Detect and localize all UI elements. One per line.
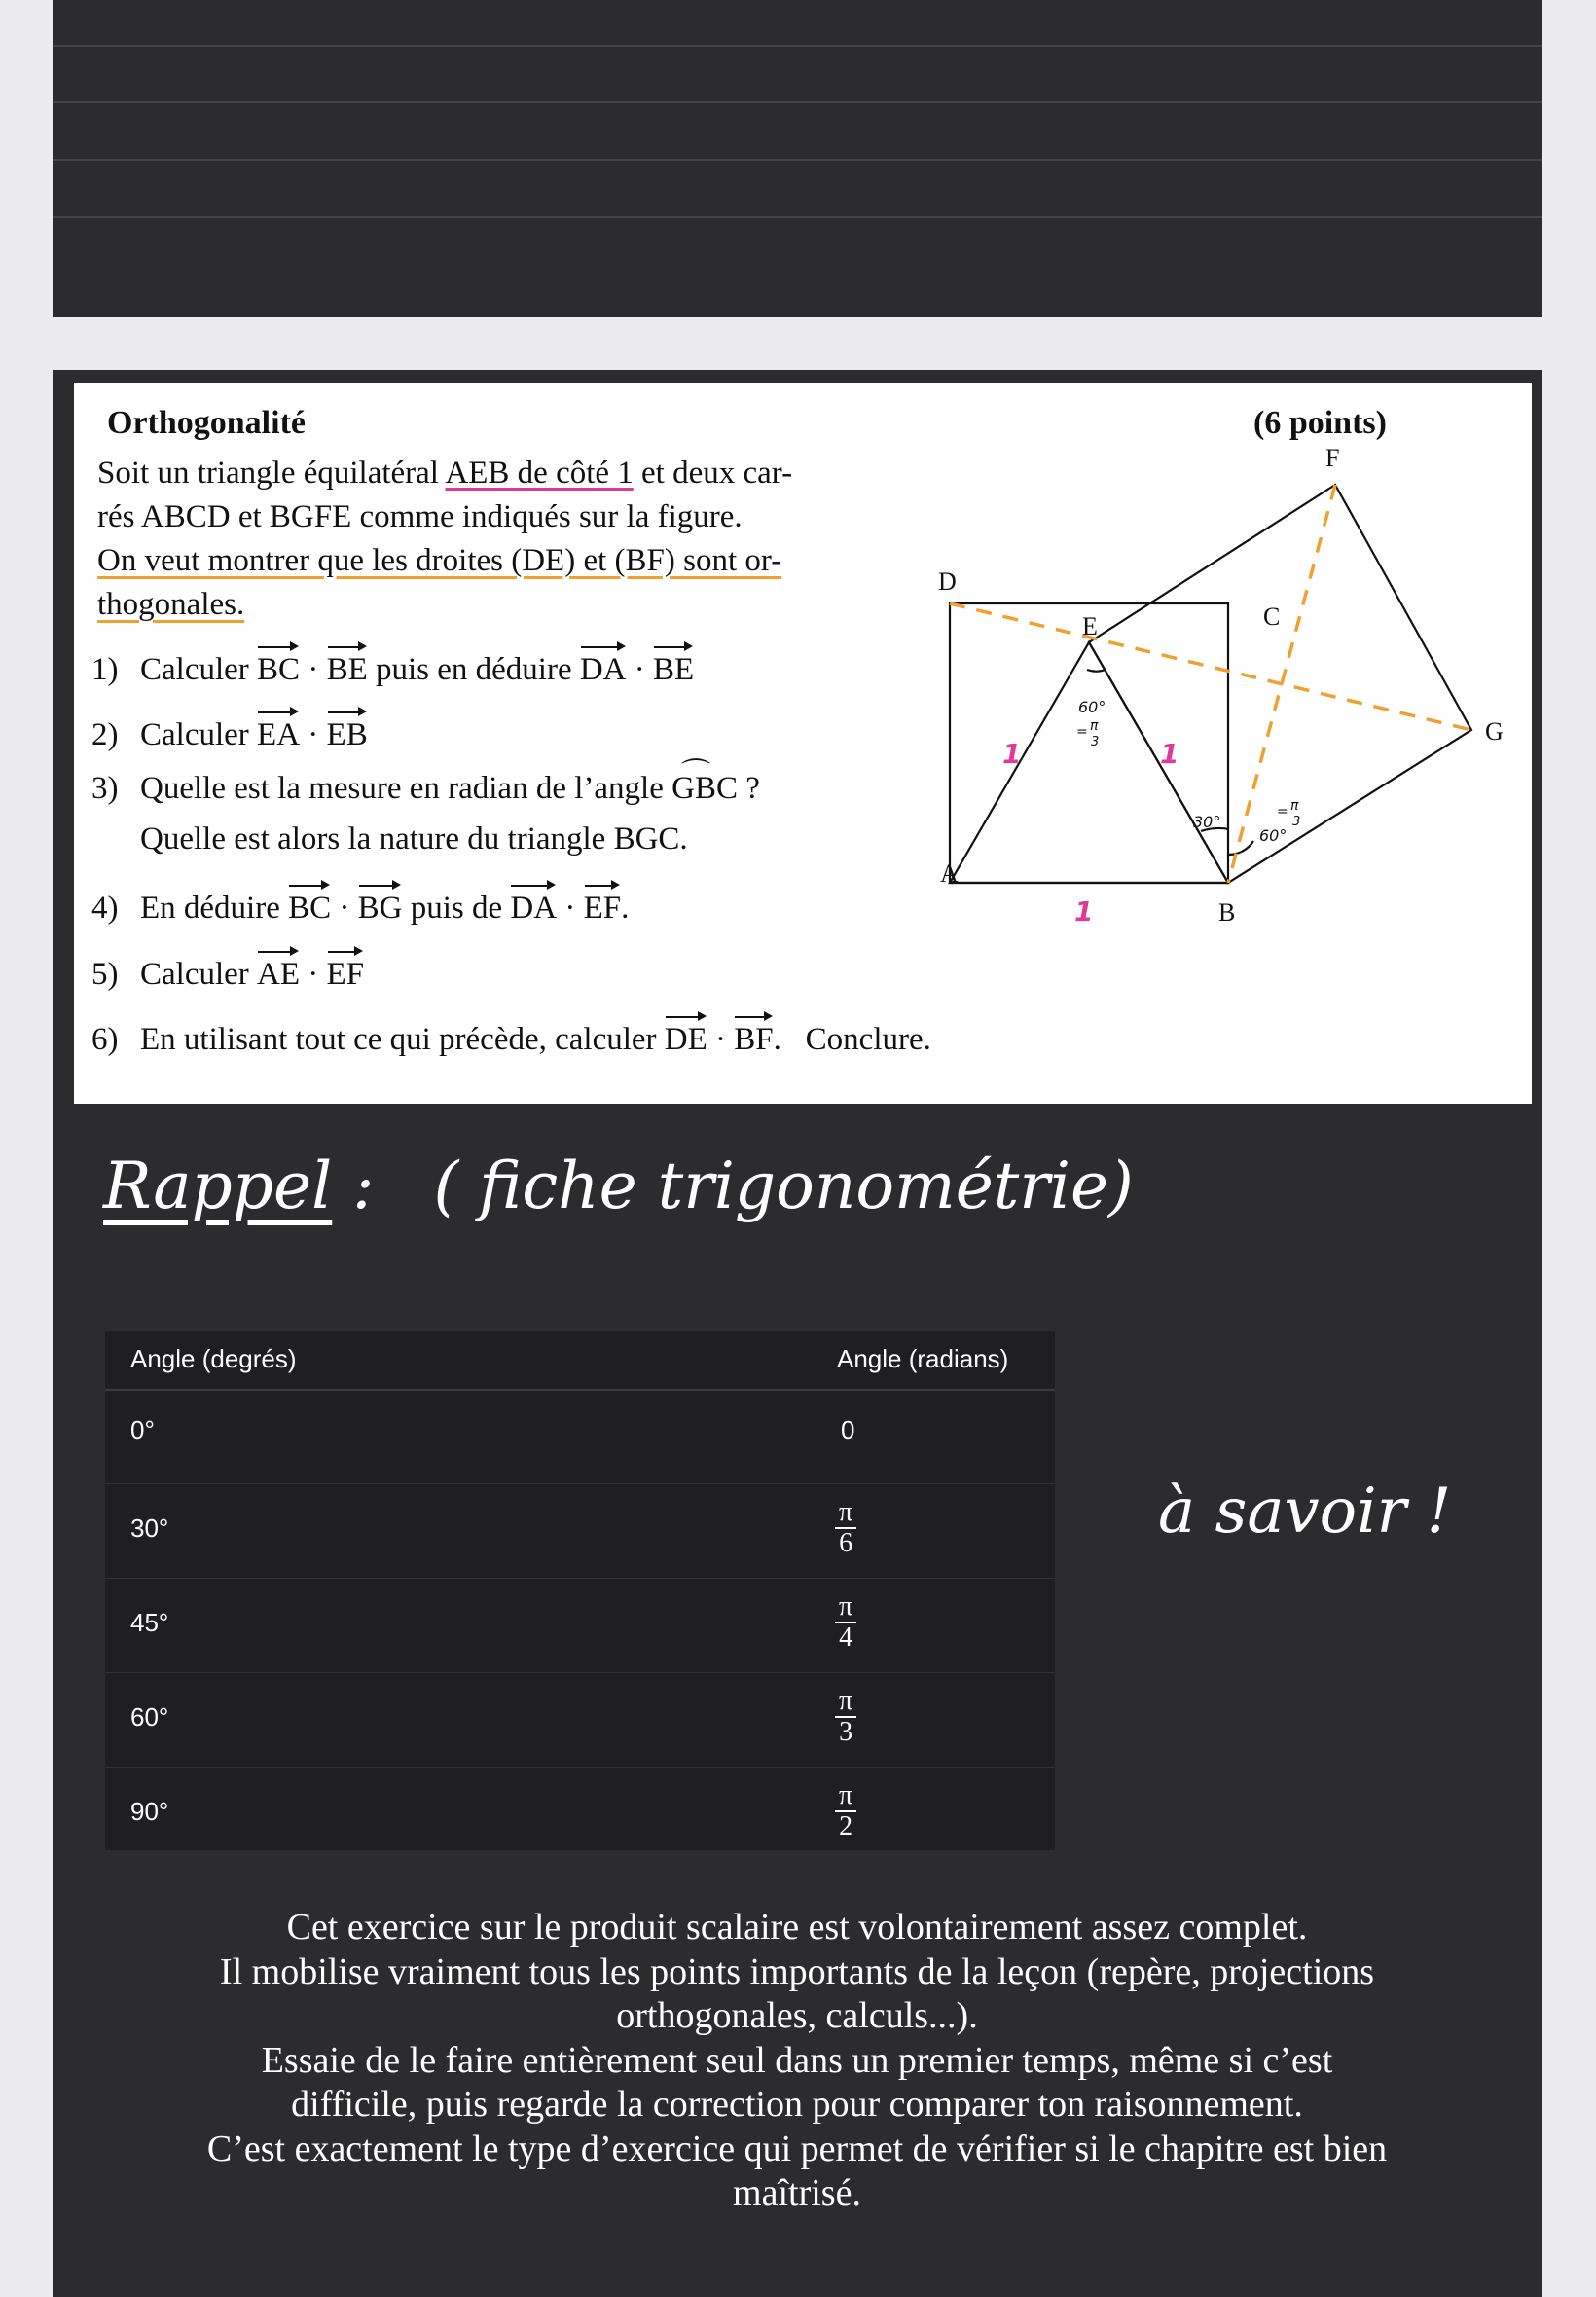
rappel-note [103, 1148, 1134, 1223]
intro-highlight: AEB de côté 1 [445, 456, 634, 491]
intro-text: et deux car- [633, 456, 793, 491]
question-text: Calculer [140, 652, 258, 687]
exercise-points: (6 points) [1253, 405, 1387, 441]
footer-line: Essaie de le faire entièrement seul dans un premier temps, même si c’est [261, 2039, 1333, 2081]
intro-text: Soit un triangle équilatéral [97, 456, 446, 491]
question-text: . [621, 891, 630, 926]
frac-numerator: π [835, 1781, 856, 1812]
vector: BC [288, 891, 332, 926]
pi-top: π [1090, 718, 1099, 734]
rappel-text: ( fiche trigonométrie) [433, 1148, 1134, 1223]
table-row [105, 1390, 1055, 1484]
savoir-note: à savoir ! [1158, 1476, 1452, 1548]
footer-line: difficile, puis regarde la correction pour comparer ton raisonnement. [291, 2084, 1303, 2125]
frac-denominator: 2 [839, 1811, 853, 1841]
angle-arc-b60 [1228, 841, 1253, 855]
footer-line: maîtrisé. [733, 2172, 861, 2213]
question-text: puis en déduire [367, 652, 580, 687]
frac-denominator: 6 [839, 1528, 853, 1558]
frac-denominator: 3 [839, 1717, 853, 1747]
question-text: En déduire [140, 891, 289, 926]
cell-degrees: 45° [130, 1608, 169, 1637]
square-abcd [950, 603, 1228, 883]
vector: BC [257, 652, 301, 687]
question-number: 6) [91, 1022, 119, 1057]
angle-60-b: 60° [1259, 826, 1288, 845]
ruled-line [53, 216, 1542, 218]
rappel-colon: : [352, 1148, 375, 1223]
question-text: Conclure. [805, 1022, 931, 1057]
side-length-ae: 1 [1002, 738, 1022, 770]
point-label-c: C [1263, 602, 1281, 631]
vector: EF [583, 891, 622, 926]
dot-operator: · [300, 957, 327, 992]
side-length-eb: 1 [1160, 738, 1179, 770]
cell-radians [835, 1592, 856, 1653]
question-text: Calculer [140, 717, 258, 752]
pi-denominator: 3 [1091, 735, 1100, 749]
table-header [105, 1331, 1055, 1391]
dot-operator: · [300, 717, 327, 752]
dot-operator: · [331, 891, 358, 926]
question-number: 5) [91, 957, 119, 992]
footer-line: C’est exactement le type d’exercice qui permet de vérifier si le chapitre est bien [206, 2128, 1388, 2169]
table-row [105, 1579, 1055, 1673]
vector: EB [326, 717, 368, 752]
cell-degrees: 90° [130, 1797, 169, 1826]
vector: EA [257, 717, 301, 752]
dot-operator: · [300, 652, 327, 687]
header-radians: Angle (radians) [837, 1344, 1009, 1373]
angle-60-e: 60° [1078, 698, 1106, 716]
angle-30-b: 30° [1193, 813, 1221, 831]
angle-notation: ⌒ GBC [671, 771, 738, 807]
question-text: ? [737, 771, 760, 806]
point-label-a: A [940, 859, 959, 888]
table-row [105, 1673, 1055, 1768]
dot-operator: · [557, 891, 584, 926]
footer-line: Il mobilise vraiment tous les points importants de la leçon (repère, projections [219, 1951, 1375, 1992]
exercise-title: Orthogonalité [107, 405, 306, 441]
header-degrees: Angle (degrés) [130, 1344, 297, 1373]
pi-top: π [1290, 798, 1299, 814]
cell-radians [835, 1781, 856, 1841]
frac-numerator: π [835, 1687, 856, 1718]
question-number: 4) [91, 891, 119, 926]
cell-radians [835, 1498, 856, 1558]
question-3-line2: Quelle est alors la nature du triangle BGC. [140, 821, 688, 857]
vector: BF [734, 1022, 774, 1057]
point-label-g: G [1485, 717, 1504, 746]
cell-radians [835, 1687, 856, 1747]
point-label-b: B [1218, 898, 1236, 927]
footer-line: Cet exercice sur le produit scalaire est volontairement assez complet. [286, 1907, 1308, 1948]
dot-operator: · [707, 1022, 735, 1057]
cell-degrees: 30° [130, 1513, 169, 1543]
question-text: En utilisant tout ce qui précède, calculer [140, 1022, 665, 1057]
ruled-line [53, 101, 1542, 103]
question-text: puis de [402, 891, 511, 926]
geometry-figure [74, 383, 1532, 1104]
intro-goal: On veut montrer que les droites (DE) et (BF) sont or- [97, 543, 782, 578]
vector: EF [326, 957, 365, 992]
question-number: 1) [91, 652, 119, 687]
exercise-card [74, 383, 1532, 1104]
cell-degrees: 0° [130, 1415, 155, 1444]
question-text: Quelle est la mesure en radian de l’angle [140, 771, 672, 806]
cell-degrees: 60° [130, 1702, 169, 1732]
ruled-line [53, 159, 1542, 161]
vector: AE [257, 957, 301, 992]
point-label-e: E [1082, 612, 1098, 640]
intro-goal: thogonales. [97, 587, 245, 622]
vector: DA [579, 652, 627, 687]
vector: DE [664, 1022, 707, 1057]
angle-table [105, 1331, 1055, 1850]
rappel-label: Rappel [103, 1148, 333, 1223]
table-row [105, 1768, 1055, 1861]
vector: BE [653, 652, 695, 687]
footer-text [111, 1906, 1483, 2216]
question-number: 3) [91, 771, 119, 806]
top-notes-panel [53, 0, 1542, 317]
intro-text: rés ABCD et BGFE comme indiqués sur la figure. [97, 499, 743, 534]
point-label-f: F [1325, 444, 1340, 472]
vector: BG [357, 891, 403, 926]
question-number: 2) [91, 717, 119, 752]
angle-arc-e [1087, 670, 1106, 672]
question-text: . [773, 1022, 781, 1057]
pi-denominator: 3 [1292, 815, 1301, 829]
line-bf [1228, 485, 1335, 883]
footer-line: orthogonales, calculs...). [616, 1995, 978, 2036]
eq-sign: = [1076, 724, 1088, 740]
dot-operator: · [626, 652, 654, 687]
frac-denominator: 4 [839, 1622, 853, 1653]
eq-sign: = [1277, 804, 1288, 820]
vector: BE [326, 652, 368, 687]
cell-radians: 0 [841, 1415, 855, 1444]
frac-numerator: π [835, 1592, 856, 1623]
ruled-line [53, 45, 1542, 47]
vector: DA [510, 891, 558, 926]
question-text: Calculer [140, 957, 258, 992]
point-label-d: D [938, 567, 957, 596]
side-length-ab: 1 [1074, 895, 1094, 928]
triangle-aeb [950, 642, 1228, 883]
frac-numerator: π [835, 1498, 856, 1529]
line-de-extended [950, 603, 1471, 730]
main-notes-panel [53, 370, 1542, 2297]
table-row [105, 1484, 1055, 1579]
